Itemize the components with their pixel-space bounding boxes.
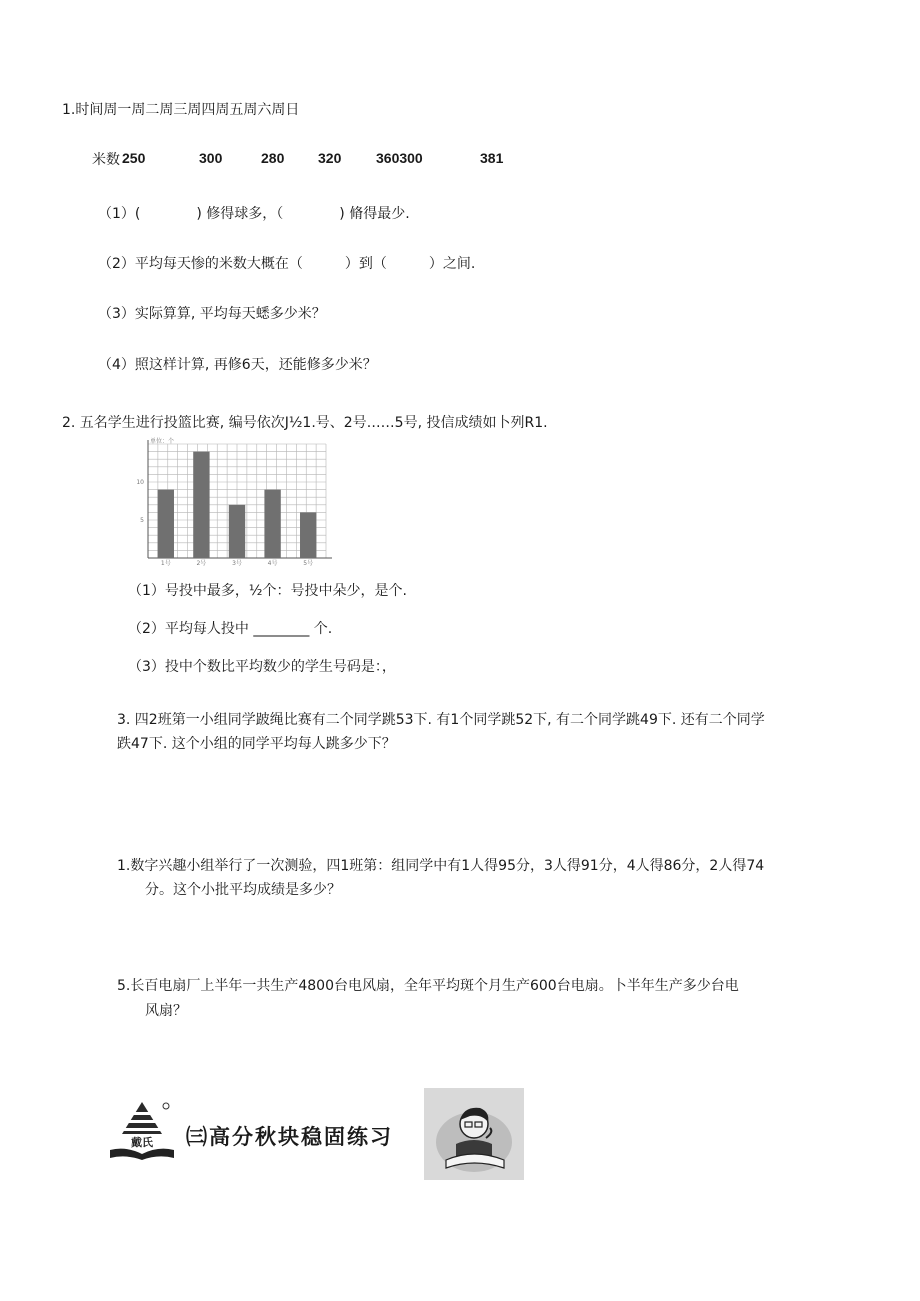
chart-bar	[158, 490, 174, 558]
chart-x-tick-label: 2号	[196, 560, 207, 566]
q3-line2: 跌47下. 这个小组的同学平均每人跳多少下？	[117, 736, 396, 752]
chart-y-tick-label: 5	[140, 517, 144, 524]
q5-line2: 风扇？	[145, 1003, 187, 1019]
q5-line1: 5.长百电扇厂上半年一共生产4800台电风扇，全年平均斑个月生产600台电扇。卜半年生产多少台电	[117, 978, 739, 994]
q1-header: 1.时间周一周二周三周四周五周六周日	[62, 102, 300, 118]
basketball-bar-chart	[128, 436, 338, 566]
q2-header: 2. 五名学生进行投篮比赛, 编号依次J½1.号、2号……5号, 投信成绩如卜列R1.	[62, 415, 548, 431]
chart-bar	[193, 452, 209, 558]
q4-line2: 分。这个小批平均成绩是多少？	[145, 882, 341, 898]
q2-sub2: （2）平均每人投中 ________ 个.	[128, 621, 333, 637]
chart-bar	[300, 512, 316, 558]
q1-meters-label: 米数	[92, 152, 120, 168]
q2-sub3: （3）投中个数比平均数少的学生号码是：，	[128, 659, 396, 675]
chart-x-tick-label: 4号	[267, 560, 278, 566]
chart-x-tick-label: 1号	[160, 560, 171, 566]
svg-text:戴氏: 戴氏	[131, 1136, 153, 1149]
chart-x-tick-label: 5号	[303, 560, 314, 566]
pyramid-book-logo-icon	[108, 1100, 176, 1162]
q1-sub4: （4）照这样计算, 再修6天，还能修多少米？	[98, 357, 377, 373]
chart-y-tick-label: 10	[136, 479, 144, 486]
chart-bar	[264, 490, 280, 558]
q1-meters-row	[92, 149, 120, 169]
section-title: ㈢高分秋块稳固练习	[186, 1124, 393, 1149]
chart-bar	[229, 505, 245, 558]
q1-sub3: （3）实际算算, 平均每天蟋多少米？	[98, 306, 326, 322]
q2-sub1: （1）号投中最多，½个：号投中朵少，是个.	[128, 583, 407, 599]
q1-value-4: 320	[318, 150, 342, 166]
q1-value-3: 280	[261, 150, 285, 166]
chart-y-unit-label: 单位：个	[150, 438, 175, 445]
q4-line1: 1.数字兴趣小组举行了一次测验，四1班第：组同学中有1人得95分，3人得91分，4人得86分，2人得74	[117, 858, 765, 874]
q1-value-5: 360300	[376, 150, 423, 166]
q1-value-2: 300	[199, 150, 223, 166]
q3-line1: 3. 四2班第一小组同学跛绳比赛有二个同学跳53下. 有1个同学跳52下, 有二个同学跳49下. 还有二个同学	[117, 712, 765, 728]
reading-man-illustration-icon	[424, 1088, 524, 1180]
chart-x-tick-label: 3号	[232, 560, 242, 566]
q1-value-6: 381	[480, 150, 504, 166]
q1-value-1: 250	[122, 150, 146, 166]
q1-sub2: （2）平均每天惨的米数大概在（ ）到（ ）之间.	[98, 256, 476, 272]
q1-sub1: （1）( ) 修得球多，（ ) 脩得最少.	[98, 206, 410, 222]
